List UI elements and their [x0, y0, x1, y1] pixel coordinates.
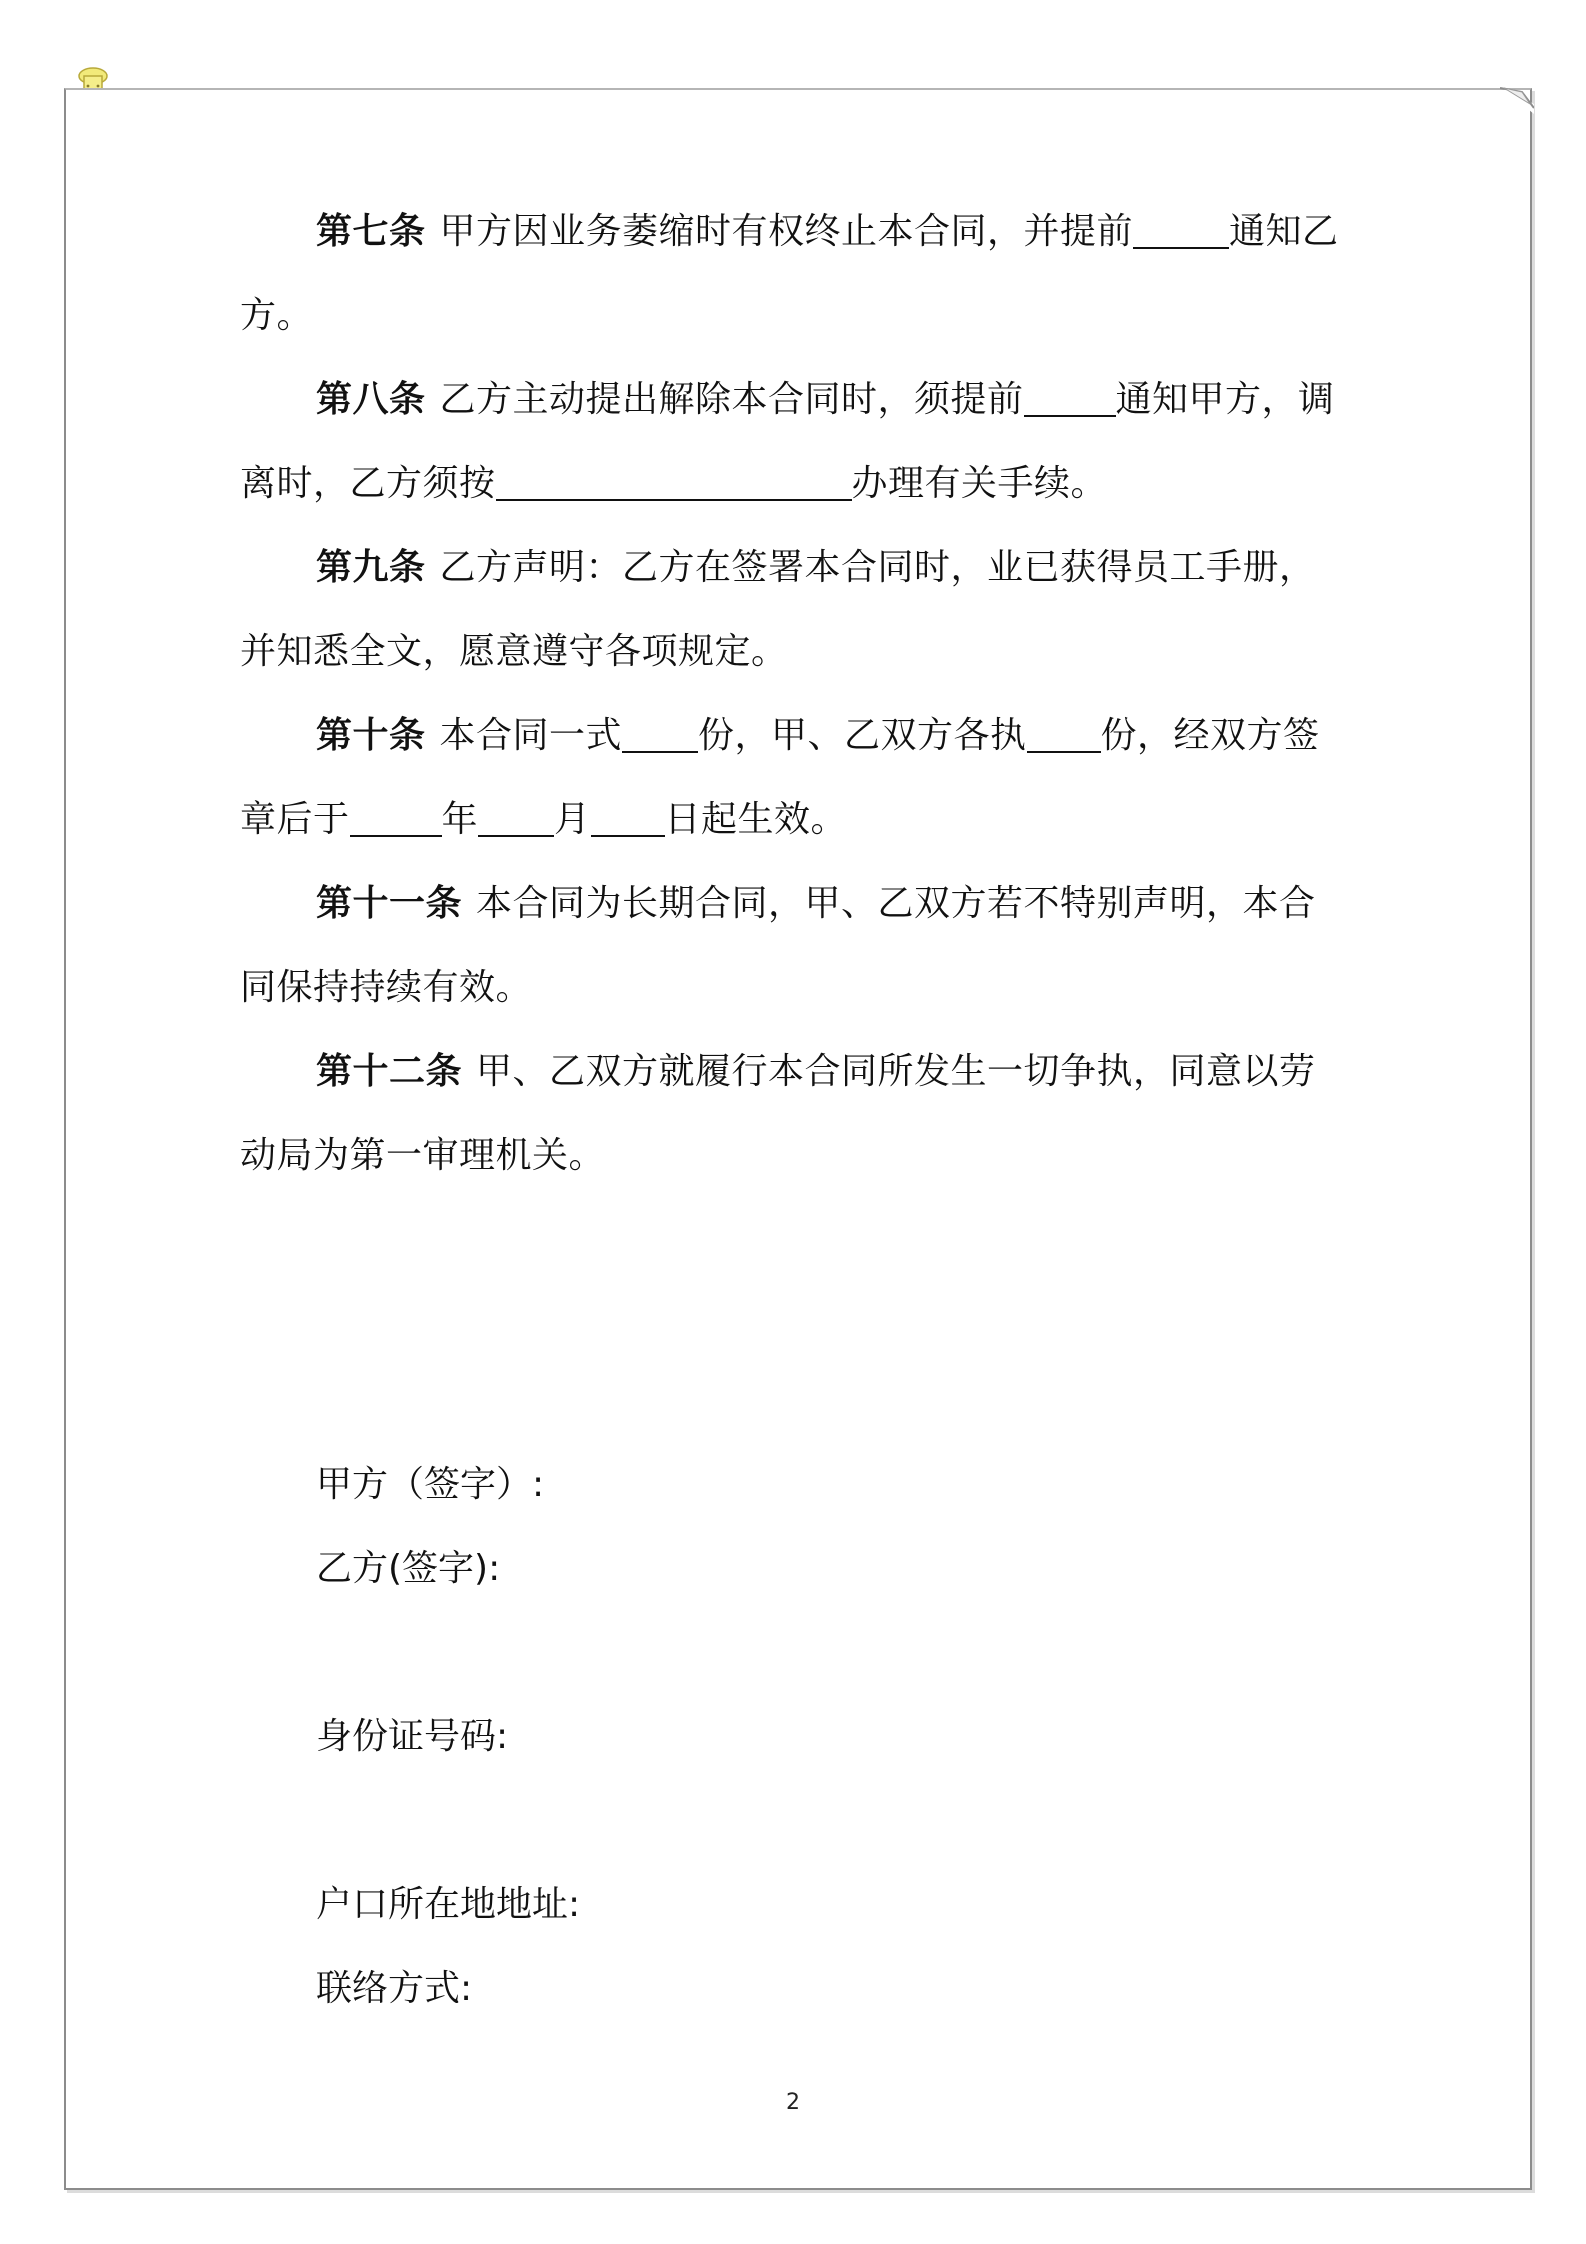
- article-label: 第九条: [316, 547, 426, 588]
- id-number-label: 身份证号码:: [316, 1716, 509, 1757]
- article-text: 本合同为长期合同，甲、乙双方若不特别声明，本合同保持持续有效。: [240, 883, 1316, 1008]
- fill-blank-procedure[interactable]: [496, 465, 852, 501]
- fill-blank-notice-period[interactable]: [1024, 381, 1116, 417]
- article-text: 份，经双方签章后于: [240, 715, 1320, 840]
- page-corner-fold-icon: [1500, 86, 1534, 114]
- article-label: 第十二条: [316, 1051, 463, 1092]
- contact-label: 联络方式:: [316, 1968, 473, 2009]
- article-text: 通知甲方，调离时，乙方须按: [240, 379, 1335, 504]
- article-text: 通知乙方。: [240, 211, 1339, 336]
- article-text: 本合同一式: [439, 715, 623, 756]
- article-7: [240, 190, 1350, 358]
- article-text: 年: [441, 799, 479, 840]
- article-label: 第十条: [316, 715, 426, 756]
- article-label: 第八条: [316, 379, 426, 420]
- fill-blank-year[interactable]: [350, 801, 442, 837]
- fill-blank-day[interactable]: [591, 801, 665, 837]
- household-address-label: 户口所在地地址:: [316, 1884, 581, 1925]
- party-a-signature-label: 甲方（签字）:: [316, 1464, 545, 1505]
- contract-articles: [240, 190, 1350, 1198]
- article-11: [240, 862, 1350, 1030]
- page-number: 2: [786, 2090, 800, 2115]
- article-label: 第十一条: [316, 883, 463, 924]
- article-8: [240, 358, 1350, 526]
- article-label: 第七条: [316, 211, 426, 252]
- article-10: [240, 694, 1350, 862]
- article-text: 办理有关手续。: [851, 463, 1108, 504]
- article-text: 乙方声明：乙方在签署本合同时，业已获得员工手册，并知悉全文，愿意遵守各项规定。: [240, 547, 1316, 672]
- article-text: 月: [554, 799, 591, 840]
- party-b-signature-label: 乙方(签字):: [316, 1548, 501, 1589]
- fill-blank-notice-period[interactable]: [1133, 213, 1229, 249]
- article-12: [240, 1030, 1350, 1198]
- article-text: 日起生效。: [664, 799, 848, 840]
- article-text: 乙方主动提出解除本合同时，须提前: [439, 379, 1024, 420]
- fill-blank-copies-total[interactable]: [622, 717, 698, 753]
- article-9: [240, 526, 1350, 694]
- fill-blank-month[interactable]: [478, 801, 554, 837]
- fill-blank-copies-each[interactable]: [1027, 717, 1101, 753]
- article-text: 甲方因业务萎缩时有权终止本合同，并提前: [439, 211, 1134, 252]
- article-text: 甲、乙双方就履行本合同所发生一切争执，同意以劳动局为第一审理机关。: [240, 1051, 1316, 1176]
- article-text: 份，甲、乙双方各执: [698, 715, 1027, 756]
